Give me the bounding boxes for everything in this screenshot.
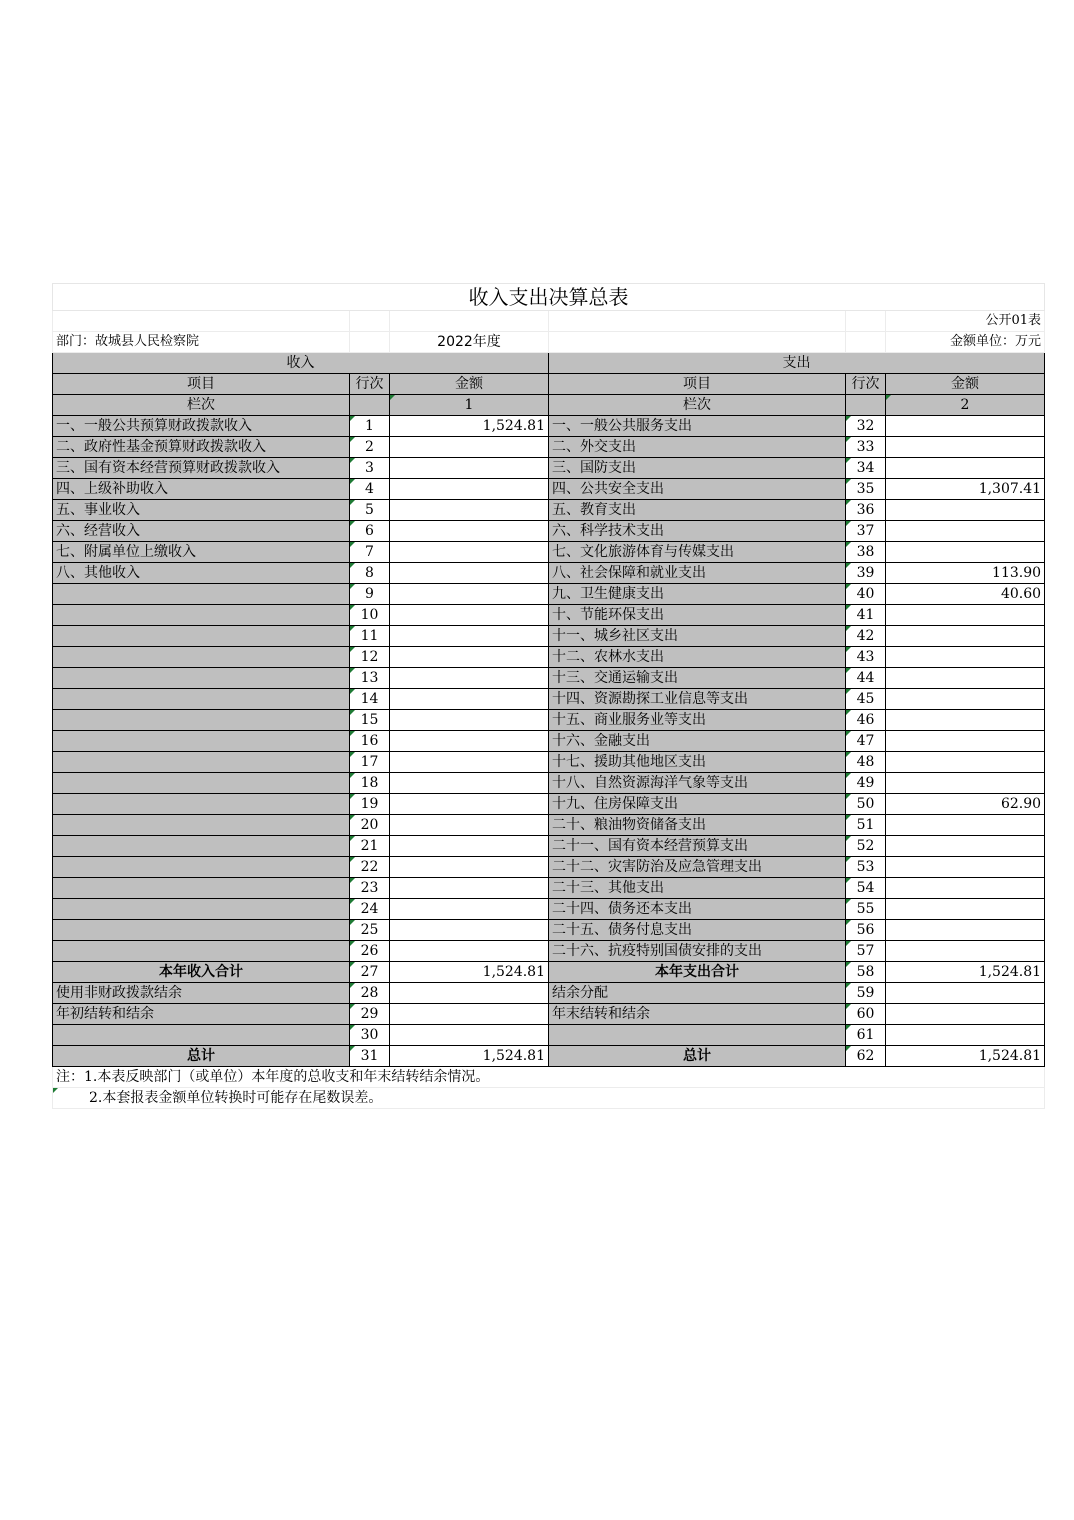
expense-item: 十六、金融支出 xyxy=(549,731,846,752)
income-row-no: 16 xyxy=(350,731,390,752)
income-amount xyxy=(390,647,549,668)
table-row xyxy=(53,773,1045,794)
expense-row-no: 57 xyxy=(846,941,886,962)
expense-amount xyxy=(886,920,1045,941)
expense-amount-header: 金额 xyxy=(886,374,1045,395)
table-row xyxy=(53,1025,1045,1046)
expense-item: 本年支出合计 xyxy=(549,962,846,983)
income-row-no: 31 xyxy=(350,1046,390,1067)
expense-row-no: 56 xyxy=(846,920,886,941)
expense-item: 二十六、抗疫特别国债安排的支出 xyxy=(549,941,846,962)
expense-row-no: 37 xyxy=(846,521,886,542)
income-row-no: 21 xyxy=(350,836,390,857)
income-column-number: 1 xyxy=(390,395,549,416)
note-line: 注：1.本表反映部门（或单位）本年度的总收支和年末结转结余情况。 xyxy=(53,1067,1045,1088)
income-amount: 1,524.81 xyxy=(390,962,549,983)
income-item: 总计 xyxy=(53,1046,350,1067)
income-amount-header: 金额 xyxy=(390,374,549,395)
expense-amount xyxy=(886,500,1045,521)
expense-amount xyxy=(886,626,1045,647)
expense-item: 年末结转和结余 xyxy=(549,1004,846,1025)
income-row-no: 22 xyxy=(350,857,390,878)
table-row xyxy=(53,626,1045,647)
income-row-no: 28 xyxy=(350,983,390,1004)
expense-row-no: 32 xyxy=(846,416,886,437)
table-row xyxy=(53,521,1045,542)
income-item: 六、经营收入 xyxy=(53,521,350,542)
income-row-no: 26 xyxy=(350,941,390,962)
expense-row-no: 47 xyxy=(846,731,886,752)
income-amount xyxy=(390,668,549,689)
income-amount xyxy=(390,1025,549,1046)
expense-item: 十八、自然资源海洋气象等支出 xyxy=(549,773,846,794)
expense-amount xyxy=(886,668,1045,689)
income-row-no: 4 xyxy=(350,479,390,500)
table-row xyxy=(53,584,1045,605)
income-item xyxy=(53,941,350,962)
income-row-no: 1 xyxy=(350,416,390,437)
income-row-no-header: 行次 xyxy=(350,374,390,395)
income-row-no: 2 xyxy=(350,437,390,458)
expense-row-no: 41 xyxy=(846,605,886,626)
table-row xyxy=(53,668,1045,689)
income-item xyxy=(53,815,350,836)
income-row-no: 6 xyxy=(350,521,390,542)
income-row-no: 8 xyxy=(350,563,390,584)
expense-item: 二十一、国有资本经营预算支出 xyxy=(549,836,846,857)
income-row-no: 23 xyxy=(350,878,390,899)
income-amount xyxy=(390,479,549,500)
income-item xyxy=(53,731,350,752)
expense-column-number: 2 xyxy=(886,395,1045,416)
income-row-no: 17 xyxy=(350,752,390,773)
expense-amount xyxy=(886,647,1045,668)
income-amount xyxy=(390,542,549,563)
table-row xyxy=(53,899,1045,920)
expense-amount xyxy=(886,689,1045,710)
expense-item: 十一、城乡社区支出 xyxy=(549,626,846,647)
expense-row-no: 43 xyxy=(846,647,886,668)
expense-row-no: 61 xyxy=(846,1025,886,1046)
income-amount xyxy=(390,584,549,605)
expense-item: 六、科学技术支出 xyxy=(549,521,846,542)
total-row xyxy=(53,1046,1045,1067)
income-amount xyxy=(390,500,549,521)
expense-item: 八、社会保障和就业支出 xyxy=(549,563,846,584)
income-item: 二、政府性基金预算财政拨款收入 xyxy=(53,437,350,458)
expense-item: 十、节能环保支出 xyxy=(549,605,846,626)
expense-row-no-header: 行次 xyxy=(846,374,886,395)
expense-item: 十九、住房保障支出 xyxy=(549,794,846,815)
expense-lanci-label: 栏次 xyxy=(549,395,846,416)
expense-amount xyxy=(886,1025,1045,1046)
income-row-no: 15 xyxy=(350,710,390,731)
income-item xyxy=(53,710,350,731)
income-item: 五、事业收入 xyxy=(53,500,350,521)
expense-amount xyxy=(886,710,1045,731)
income-item xyxy=(53,752,350,773)
expense-amount xyxy=(886,437,1045,458)
expense-amount xyxy=(886,416,1045,437)
expense-amount xyxy=(886,731,1045,752)
income-amount xyxy=(390,815,549,836)
income-row-no: 20 xyxy=(350,815,390,836)
income-amount xyxy=(390,437,549,458)
table-row xyxy=(53,500,1045,521)
note-line: 2.本套报表金额单位转换时可能存在尾数误差。 xyxy=(53,1088,1045,1109)
income-row-no: 11 xyxy=(350,626,390,647)
expense-amount xyxy=(886,605,1045,626)
income-amount xyxy=(390,941,549,962)
expense-row-no: 51 xyxy=(846,815,886,836)
expense-row-no: 39 xyxy=(846,563,886,584)
income-amount: 1,524.81 xyxy=(390,416,549,437)
income-item xyxy=(53,689,350,710)
income-item xyxy=(53,605,350,626)
expense-item: 二十、粮油物资储备支出 xyxy=(549,815,846,836)
income-row-no: 14 xyxy=(350,689,390,710)
table-row xyxy=(53,857,1045,878)
expense-item: 二十五、债务付息支出 xyxy=(549,920,846,941)
expense-amount: 1,524.81 xyxy=(886,962,1045,983)
table-row xyxy=(53,815,1045,836)
income-item: 使用非财政拨款结余 xyxy=(53,983,350,1004)
income-item-header: 项目 xyxy=(53,374,350,395)
expense-row-no: 45 xyxy=(846,689,886,710)
table-row xyxy=(53,689,1045,710)
expense-row-no: 50 xyxy=(846,794,886,815)
income-item: 一、一般公共预算财政拨款收入 xyxy=(53,416,350,437)
expense-amount: 40.60 xyxy=(886,584,1045,605)
income-item: 年初结转和结余 xyxy=(53,1004,350,1025)
income-amount xyxy=(390,794,549,815)
expense-item: 四、公共安全支出 xyxy=(549,479,846,500)
expense-item: 二十三、其他支出 xyxy=(549,878,846,899)
table-row xyxy=(53,710,1045,731)
expense-row-no: 62 xyxy=(846,1046,886,1067)
expense-item: 十二、农林水支出 xyxy=(549,647,846,668)
income-amount xyxy=(390,689,549,710)
expense-row-no: 38 xyxy=(846,542,886,563)
table-row xyxy=(53,647,1045,668)
expense-row-no: 46 xyxy=(846,710,886,731)
income-row-no: 27 xyxy=(350,962,390,983)
expense-item: 二、外交支出 xyxy=(549,437,846,458)
expense-item: 结余分配 xyxy=(549,983,846,1004)
expense-row-no: 49 xyxy=(846,773,886,794)
income-row-no: 18 xyxy=(350,773,390,794)
income-row-no: 24 xyxy=(350,899,390,920)
report-sheet xyxy=(52,283,1044,1109)
income-section-header: 收入 xyxy=(53,353,549,374)
expense-row-no: 44 xyxy=(846,668,886,689)
income-item xyxy=(53,899,350,920)
income-amount xyxy=(390,731,549,752)
income-amount xyxy=(390,626,549,647)
expense-amount xyxy=(886,773,1045,794)
income-item xyxy=(53,794,350,815)
expense-item: 五、教育支出 xyxy=(549,500,846,521)
form-number: 公开01表 xyxy=(886,311,1045,332)
expense-amount: 62.90 xyxy=(886,794,1045,815)
expense-amount xyxy=(886,542,1045,563)
department-label: 部门：故城县人民检察院 xyxy=(53,332,350,353)
income-amount xyxy=(390,920,549,941)
income-item: 四、上级补助收入 xyxy=(53,479,350,500)
income-item: 八、其他收入 xyxy=(53,563,350,584)
income-amount xyxy=(390,605,549,626)
income-row-no: 7 xyxy=(350,542,390,563)
expense-item: 二十四、债务还本支出 xyxy=(549,899,846,920)
income-amount xyxy=(390,1004,549,1025)
expense-item: 总计 xyxy=(549,1046,846,1067)
expense-row-no: 55 xyxy=(846,899,886,920)
expense-amount: 1,524.81 xyxy=(886,1046,1045,1067)
expense-item-header: 项目 xyxy=(549,374,846,395)
income-row-no: 10 xyxy=(350,605,390,626)
income-item: 三、国有资本经营预算财政拨款收入 xyxy=(53,458,350,479)
income-item xyxy=(53,1025,350,1046)
income-item xyxy=(53,773,350,794)
expense-item: 二十二、灾害防治及应急管理支出 xyxy=(549,857,846,878)
expense-amount xyxy=(886,521,1045,542)
income-amount xyxy=(390,710,549,731)
income-amount xyxy=(390,983,549,1004)
expense-amount xyxy=(886,899,1045,920)
income-lanci-label: 栏次 xyxy=(53,395,350,416)
expense-amount xyxy=(886,857,1045,878)
expense-amount: 113.90 xyxy=(886,563,1045,584)
report-table xyxy=(52,283,1045,1109)
income-row-no: 9 xyxy=(350,584,390,605)
income-amount xyxy=(390,836,549,857)
expense-row-no: 58 xyxy=(846,962,886,983)
table-row xyxy=(53,416,1045,437)
expense-row-no: 60 xyxy=(846,1004,886,1025)
table-row xyxy=(53,794,1045,815)
income-item xyxy=(53,920,350,941)
expense-item: 十七、援助其他地区支出 xyxy=(549,752,846,773)
income-item xyxy=(53,857,350,878)
income-row-no: 5 xyxy=(350,500,390,521)
expense-row-no: 53 xyxy=(846,857,886,878)
income-amount xyxy=(390,773,549,794)
expense-item: 十五、商业服务业等支出 xyxy=(549,710,846,731)
table-row xyxy=(53,437,1045,458)
expense-item: 七、文化旅游体育与传媒支出 xyxy=(549,542,846,563)
income-item xyxy=(53,584,350,605)
expense-item: 九、卫生健康支出 xyxy=(549,584,846,605)
expense-item xyxy=(549,1025,846,1046)
table-row xyxy=(53,458,1045,479)
income-item xyxy=(53,836,350,857)
expense-row-no: 40 xyxy=(846,584,886,605)
table-row xyxy=(53,605,1045,626)
income-row-no: 30 xyxy=(350,1025,390,1046)
expense-row-no: 34 xyxy=(846,458,886,479)
report-title: 收入支出决算总表 xyxy=(53,284,1045,311)
income-row-no: 25 xyxy=(350,920,390,941)
income-amount xyxy=(390,878,549,899)
income-row-no: 12 xyxy=(350,647,390,668)
income-row-no: 3 xyxy=(350,458,390,479)
table-row xyxy=(53,752,1045,773)
subtotal-row xyxy=(53,962,1045,983)
expense-amount xyxy=(886,458,1045,479)
expense-amount xyxy=(886,983,1045,1004)
expense-amount xyxy=(886,815,1045,836)
expense-amount xyxy=(886,836,1045,857)
income-amount xyxy=(390,563,549,584)
expense-item: 十四、资源勘探工业信息等支出 xyxy=(549,689,846,710)
expense-row-no: 59 xyxy=(846,983,886,1004)
income-amount: 1,524.81 xyxy=(390,1046,549,1067)
income-amount xyxy=(390,857,549,878)
amount-unit: 金额单位：万元 xyxy=(886,332,1045,353)
table-row xyxy=(53,920,1045,941)
income-amount xyxy=(390,752,549,773)
income-item xyxy=(53,647,350,668)
income-item xyxy=(53,878,350,899)
table-row xyxy=(53,941,1045,962)
table-row xyxy=(53,563,1045,584)
expense-row-no: 36 xyxy=(846,500,886,521)
income-item: 本年收入合计 xyxy=(53,962,350,983)
expense-amount xyxy=(886,1004,1045,1025)
expense-item: 三、国防支出 xyxy=(549,458,846,479)
income-item xyxy=(53,626,350,647)
table-row xyxy=(53,1004,1045,1025)
expense-amount xyxy=(886,878,1045,899)
expense-amount: 1,307.41 xyxy=(886,479,1045,500)
income-row-no: 29 xyxy=(350,1004,390,1025)
income-item xyxy=(53,668,350,689)
expense-row-no: 52 xyxy=(846,836,886,857)
income-row-no: 19 xyxy=(350,794,390,815)
table-row xyxy=(53,479,1045,500)
expense-item: 一、一般公共服务支出 xyxy=(549,416,846,437)
table-row xyxy=(53,836,1045,857)
expense-amount xyxy=(886,941,1045,962)
income-amount xyxy=(390,899,549,920)
table-row xyxy=(53,542,1045,563)
expense-row-no: 42 xyxy=(846,626,886,647)
income-amount xyxy=(390,458,549,479)
income-item: 七、附属单位上缴收入 xyxy=(53,542,350,563)
income-row-no: 13 xyxy=(350,668,390,689)
table-row xyxy=(53,983,1045,1004)
table-row xyxy=(53,731,1045,752)
income-amount xyxy=(390,521,549,542)
expense-row-no: 33 xyxy=(846,437,886,458)
expense-row-no: 35 xyxy=(846,479,886,500)
expense-amount xyxy=(886,752,1045,773)
expense-row-no: 54 xyxy=(846,878,886,899)
fiscal-year: 2022年度 xyxy=(390,332,549,353)
expense-item: 十三、交通运输支出 xyxy=(549,668,846,689)
expense-row-no: 48 xyxy=(846,752,886,773)
expense-section-header: 支出 xyxy=(549,353,1045,374)
table-row xyxy=(53,878,1045,899)
